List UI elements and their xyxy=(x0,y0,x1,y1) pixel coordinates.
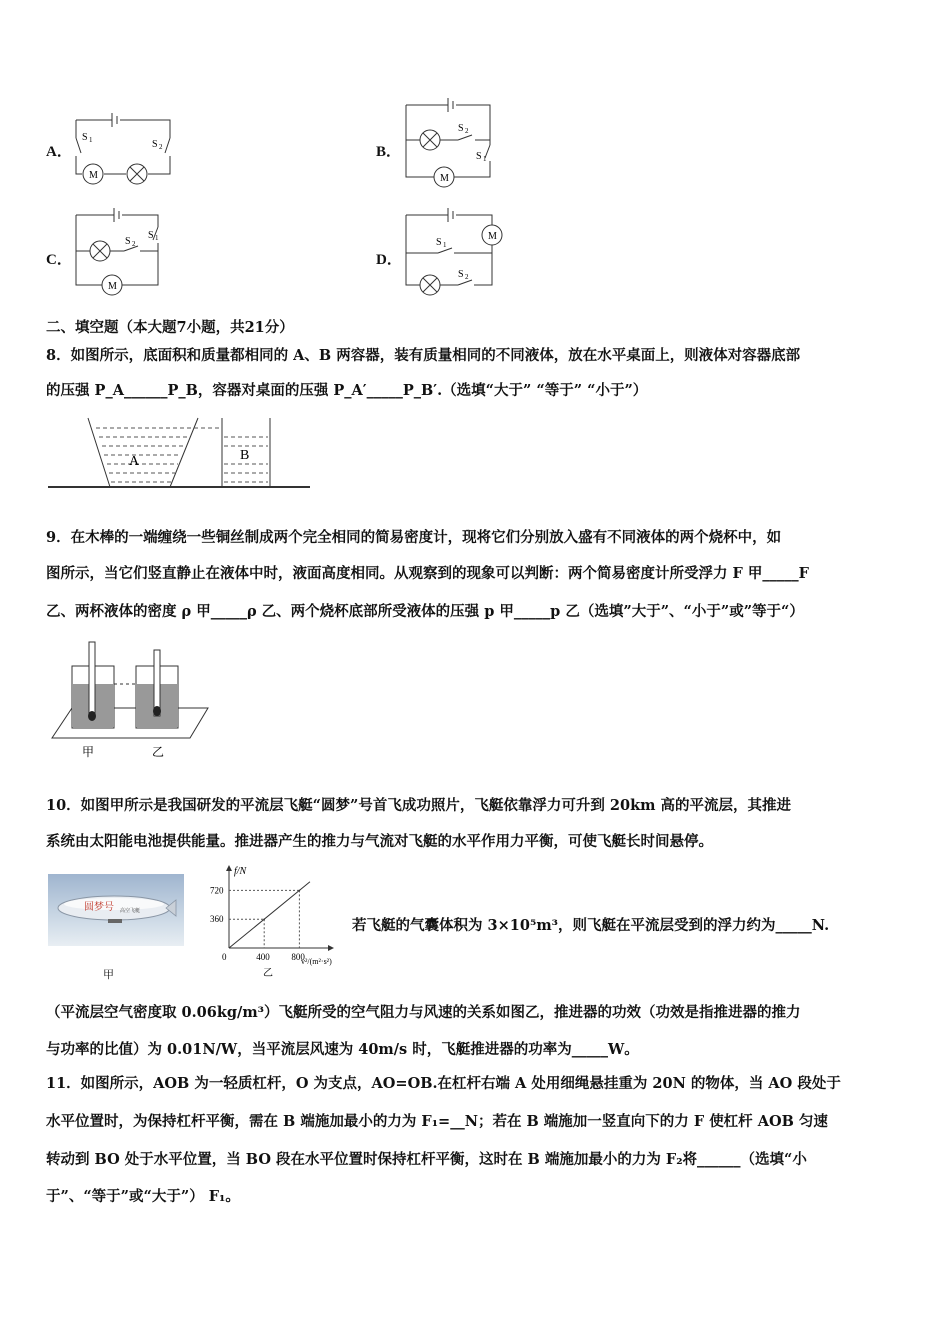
q9-beaker-figure xyxy=(48,636,213,761)
airship-subtitle: 高空飞艇 xyxy=(120,909,141,914)
q11-line3: 转动到 BO 处于水平位置，当 BO 段在水平位置时保持杠杆平衡，这时在 B 端施加最小的力为 F₂将______（选填“小 xyxy=(46,1151,807,1168)
q10-side-text: 若飞艇的气囊体积为 3×10⁵m³，则飞艇在平流层受到的浮力约为_____N. xyxy=(352,917,830,934)
resistance-chart xyxy=(205,862,355,982)
q11-line2: 水平位置时，为保持杠杆平衡，需在 B 端施加最小的力为 F₁=__N；若在 B 端施加一竖直向下的力 F 使杠杆 AOB 匀速 xyxy=(46,1113,828,1130)
data-point xyxy=(263,918,265,920)
airship-photo xyxy=(48,874,184,946)
switch-s1-label: S xyxy=(148,230,154,241)
y-tick-label: 360 xyxy=(210,914,224,925)
switch-s1-label: S xyxy=(82,132,88,143)
circuit-c xyxy=(70,205,170,300)
x-tick-label: 800 xyxy=(291,952,305,962)
data-point xyxy=(299,890,301,892)
copper-coil xyxy=(153,706,161,716)
container-a-label: A xyxy=(129,454,140,469)
airship-name: 圆梦号 xyxy=(84,902,114,913)
q10-line3: （平流层空气密度取 0.06kg/m³）飞艇所受的空气阻力与风速的关系如图乙，推进器的功效（功效是指推进器的推力 xyxy=(46,1004,801,1021)
q10-line1: 10．如图甲所示是我国研发的平流层飞艇“圆梦”号首飞成功照片，飞艇依靠浮力可升到 20km 高的平流层，其推进 xyxy=(46,797,792,814)
y-tick-label: 720 xyxy=(210,885,224,896)
graph-caption: 乙 xyxy=(263,968,273,979)
motor-label: M xyxy=(488,231,497,242)
copper-coil xyxy=(88,711,96,721)
beaker-jia-label: 甲 xyxy=(82,745,95,759)
origin-label: 0 xyxy=(222,952,227,962)
x-tick-label: 400 xyxy=(256,952,270,962)
q9-line3: 乙、两杯液体的密度 ρ 甲_____ρ 乙、两个烧杯底部所受液体的压强 p 甲_____p 乙（选填”大于”、“小于”或”等于“） xyxy=(46,603,804,620)
q11-line4: 于”、“等于”或“大于”） F₁。 xyxy=(46,1188,240,1205)
q10-line2: 系统由太阳能电池提供能量。推进器产生的推力与气流对飞艇的水平作用力平衡，可使飞艇长时间悬停。 xyxy=(46,833,713,850)
beaker-yi-label: 乙 xyxy=(152,745,165,759)
q9-line2: 图所示，当它们竖直静止在液体中时，液面高度相同。从观察到的现象可以判断：两个简易密度计所受浮力 F 甲_____F xyxy=(46,565,809,582)
circuit-b xyxy=(400,95,500,190)
switch-s1-subscript: 1 xyxy=(89,136,93,144)
switch-s2-subscript: 2 xyxy=(465,273,469,281)
container-b-label: B xyxy=(240,448,250,463)
q8-container-figure xyxy=(48,412,313,494)
circuit-d xyxy=(400,205,510,300)
q8-line2: 的压强 P_A______P_B，容器对桌面的压强 P_A′_____P_B′.（选填“大于” “等于” “小于”） xyxy=(46,382,648,399)
switch-s1-subscript: 1 xyxy=(443,241,447,249)
circuit-a xyxy=(70,108,180,188)
switch-s2-subscript: 2 xyxy=(465,127,469,135)
switch-s1-label: S xyxy=(476,151,482,162)
option-b-label: B． xyxy=(376,144,402,160)
option-a-label: A． xyxy=(46,144,72,160)
data-line xyxy=(229,882,310,948)
q11-line1: 11．如图所示，AOB 为一轻质杠杆，O 为支点，AO=OB.在杠杆右端 A 处用细绳悬挂重为 20N 的物体，当 AO 段处于 xyxy=(46,1075,841,1092)
q10-line4: 与功率的比值）为 0.01N/W，当平流层风速为 40m/s 时，飞艇推进器的功率为_____W。 xyxy=(46,1041,639,1058)
photo-caption: 甲 xyxy=(103,969,114,981)
y-axis-label: f/N xyxy=(234,866,247,877)
switch-s2-subscript: 2 xyxy=(132,240,136,248)
switch-s2-subscript: 2 xyxy=(159,143,163,151)
x-axis-label: v²/(m²·s²) xyxy=(301,957,332,966)
section-heading: 二、填空题（本大题7小题，共21分） xyxy=(46,319,294,336)
q8-line1: 8．如图所示，底面积和质量都相同的 A、B 两容器，装有质量相同的不同液体，放在水平桌面上，则液体对容器底部 xyxy=(46,347,801,364)
motor-label: M xyxy=(440,173,449,184)
switch-s1-label: S xyxy=(436,237,442,248)
switch-s2-label: S xyxy=(458,269,464,280)
switch-s2-label: S xyxy=(458,123,464,134)
motor-label: M xyxy=(108,281,117,292)
switch-s2-label: S xyxy=(125,236,131,247)
q9-line1: 9．在木棒的一端缠绕一些铜丝制成两个完全相同的简易密度计，现将它们分别放入盛有不同液体的两个烧杯中，如 xyxy=(46,529,782,546)
switch-s1-subscript: 1 xyxy=(483,155,487,163)
switch-s1-subscript: 1 xyxy=(155,234,159,242)
option-c-label: C． xyxy=(46,252,72,268)
motor-label: M xyxy=(89,170,98,181)
option-d-label: D． xyxy=(376,252,402,268)
switch-s2-label: S xyxy=(152,139,158,150)
